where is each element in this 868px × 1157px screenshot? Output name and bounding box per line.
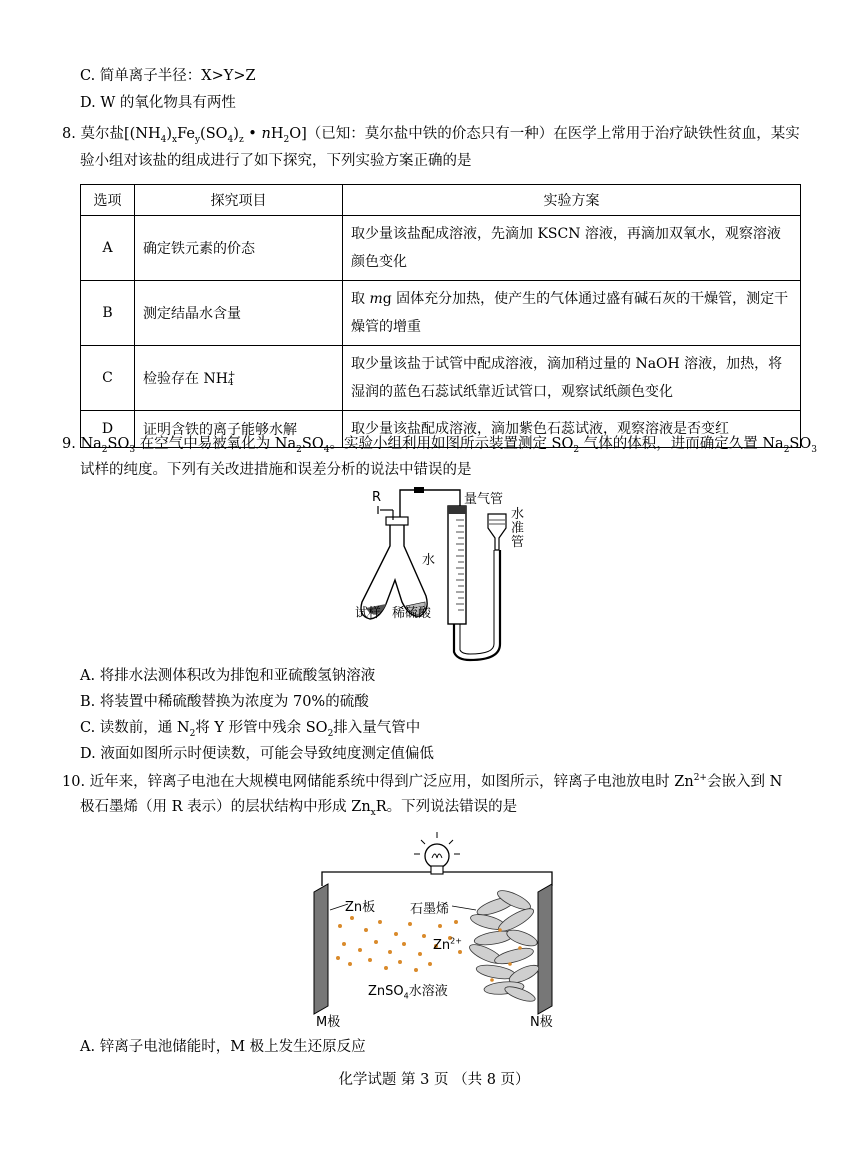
row-option: B (81, 281, 135, 346)
q8-line1: 8. 莫尔盐[$(NH_4)_xFe_y(SO_4)_z$ • $nH_2O$]（已知：莫尔盐中铁的价态只有一种）在医学上常用于治疗缺铁性贫血，某实 (62, 126, 800, 145)
header-item: 探究项目 (135, 185, 343, 216)
table-row (81, 216, 801, 281)
label-graphene: 石墨烯 (410, 902, 450, 917)
q10-line2: 极石墨烯（用 R 表示）的层状结构中形成 $Zn_xR$。下列说法错误的是 (80, 799, 518, 818)
page-footer: 化学试题 第 3 页 （共 8 页） (338, 1072, 530, 1088)
label-gas-tube: 量气管 (464, 492, 504, 507)
zinc-ion-battery-figure (300, 826, 570, 1032)
row-option: C (81, 346, 135, 411)
row-plan: 取少量该盐配成溶液，先滴加 KSCN 溶液，再滴加双氧水，观察溶液颜色变化 (343, 216, 801, 281)
label-r: R (372, 490, 382, 505)
label-zn-ion: $Zn^{2+}$ (433, 936, 462, 953)
q7-option-c: C. 简单离子半径：X>Y>Z (80, 68, 256, 84)
row-option: D (81, 411, 135, 448)
q9-option-c: C. 读数前，通 $N_2$将 Y 形管中残余 $SO_2$排入量气管中 (80, 720, 421, 739)
table-header-row (81, 185, 801, 216)
row-plan: 取少量该盐于试管中配成溶液，滴加稍过量的 NaOH 溶液，加热，将湿润的蓝色石蕊试纸靠近试管口，观察试纸颜色变化 (343, 346, 801, 411)
row-plan: 取少量该盐配成溶液，滴加紫色石蕊试液，观察溶液是否变红 (343, 411, 801, 448)
q9-line2: 试样的纯度。下列有关改进措施和误差分析的说法中错误的是 (80, 462, 472, 478)
q7-option-d: D. W 的氧化物具有两性 (80, 95, 236, 111)
q10-option-a: A. 锌离子电池储能时，M 极上发生还原反应 (80, 1039, 366, 1055)
q9-option-b: B. 将装置中稀硫酸替换为浓度为 70%的硫酸 (80, 694, 369, 710)
label-solution: ZnSO$_4$水溶液 (368, 984, 448, 1001)
q10-line1: 10. 近年来，锌离子电池在大规模电网储能系统中得到广泛应用，如图所示，锌离子电池放电时 $Zn^{2+}$会嵌入到 N (62, 773, 783, 790)
label-zn-plate: Zn板 (345, 900, 376, 915)
row-item: 检验存在 NH + 4 (135, 346, 343, 411)
header-plan: 实验方案 (343, 185, 801, 216)
label-sample: 试样 (355, 606, 382, 621)
q8-line2: 验小组对该盐的组成进行了如下探究，下列实验方案正确的是 (80, 153, 472, 169)
label-level-tube: 水准管 (511, 507, 525, 550)
q9-option-a: A. 将排水法测体积改为排饱和亚硫酸氢钠溶液 (80, 668, 376, 684)
header-option: 选项 (81, 185, 135, 216)
q9-option-d: D. 液面如图所示时便读数，可能会导致纯度测定值偏低 (80, 746, 434, 762)
q8-experiment-table (80, 184, 801, 448)
label-m-pole: M极 (316, 1015, 341, 1030)
table-row (81, 281, 801, 346)
table-row (81, 346, 801, 411)
row-option: A (81, 216, 135, 281)
row-item: 测定结晶水含量 (135, 281, 343, 346)
label-water: 水 (422, 553, 436, 568)
row-plan: 取 mg 固体充分加热，使产生的气体通过盛有碱石灰的干燥管，测定干燥管的增重 (343, 281, 801, 346)
q9-line1: 9. $Na_2SO_3$ 在空气中易被氧化为 $Na_2SO_4$。实验小组利用如图所示装置测定 $SO_2$ 气体的体积，进而确定久置 $Na_2SO_3$ (62, 436, 817, 455)
gas-measuring-apparatus-figure (340, 484, 540, 664)
row-item: 确定铁元素的价态 (135, 216, 343, 281)
label-dilute-acid: 稀硫酸 (392, 606, 432, 621)
label-n-pole: N极 (530, 1015, 553, 1030)
row-item: 证明含铁的离子能够水解 (135, 411, 343, 448)
